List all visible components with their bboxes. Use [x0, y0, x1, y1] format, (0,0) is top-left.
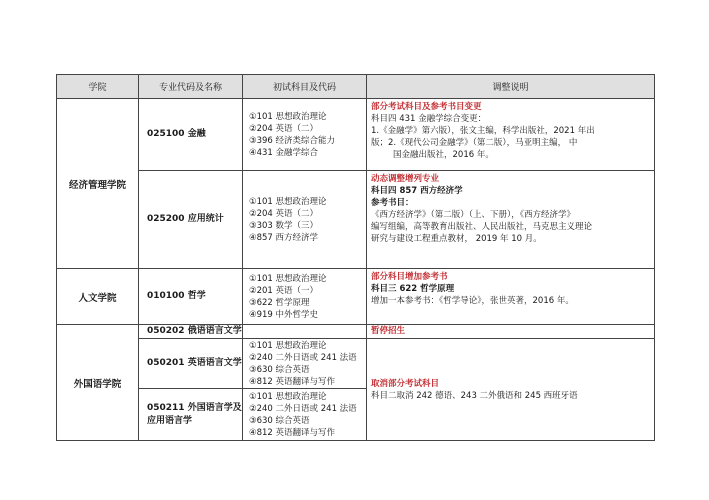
table-row	[57, 269, 655, 325]
major-cell: 050202 俄语语言文学	[139, 325, 243, 339]
note-cell	[367, 339, 655, 441]
exam-item: ③630 综合英语	[249, 415, 310, 426]
table-header-row	[57, 75, 655, 99]
exam-item: ②240 二外日语或 241 法语	[249, 403, 357, 414]
header-exam: 初试科目及代码	[243, 75, 367, 99]
exam-item: ③622 哲学原理	[249, 297, 310, 308]
header-college: 学院	[57, 75, 139, 99]
exam-cell	[243, 339, 367, 389]
major-cell: 025100 金融	[139, 99, 243, 171]
note-title: 动态调整增列专业	[371, 174, 440, 184]
adjustment-table-page	[56, 74, 654, 441]
exam-item: ①101 思想政治理论	[249, 111, 327, 122]
note-line: 科目二取消 242 德语、243 二外俄语和 245 西班牙语	[371, 390, 578, 401]
note-line: 1.《金融学》第六版），张文主编，科学出版社，2021 年出	[371, 126, 595, 136]
adjustment-table	[56, 74, 655, 441]
exam-item: ③630 综合英语	[249, 364, 310, 375]
note-line: 编写组编，高等教育出版社、人民出版社，马克思主义理论	[371, 222, 593, 232]
exam-cell	[243, 389, 367, 441]
table-row	[57, 171, 655, 269]
exam-item: ④431 金融学综合	[249, 147, 319, 158]
exam-cell	[243, 325, 367, 339]
exam-item: ②204 英语（二）	[249, 208, 319, 219]
table-row	[57, 339, 655, 389]
college-cell: 经济管理学院	[57, 99, 139, 269]
exam-item: ①101 思想政治理论	[249, 273, 327, 284]
major-cell: 025200 应用统计	[139, 171, 243, 269]
note-line: 版；2.《现代公司金融学》（第二版），马亚明主编， 中	[371, 138, 578, 148]
note-cell	[367, 325, 655, 339]
note-refs-label: 参考书目：	[371, 198, 414, 208]
exam-item: ②240 二外日语或 241 法语	[249, 352, 357, 363]
note-title: 取消部分考试科目	[371, 378, 440, 389]
exam-item: ①101 思想政治理论	[249, 340, 327, 351]
exam-cell	[243, 269, 367, 325]
exam-item: ①101 思想政治理论	[249, 196, 327, 207]
exam-item: ④919 中外哲学史	[249, 309, 319, 320]
exam-item: ④812 英语翻译与写作	[249, 376, 336, 387]
note-line: 国金融出版社，2016 年。	[393, 150, 494, 160]
exam-item: ②201 英语（一）	[249, 285, 319, 296]
note-line: 科目四 431 金融学综合变更：	[371, 114, 487, 124]
note-title: 暂停招生	[371, 326, 406, 336]
note-title: 部分考试科目及参考书目变更	[371, 102, 482, 112]
exam-cell	[243, 171, 367, 269]
exam-cell	[243, 99, 367, 171]
note-cell	[367, 171, 655, 269]
major-name-line: 应用语言学	[147, 415, 193, 426]
note-line: 《西方经济学》（第二版）（上、下册），《西方经济学》	[371, 210, 576, 220]
major-cell	[139, 389, 243, 441]
major-cell: 050201 英语语言文学	[139, 339, 243, 389]
exam-item: ②204 英语（二）	[249, 123, 319, 134]
college-cell: 人文学院	[57, 269, 139, 325]
major-cell: 010100 哲学	[139, 269, 243, 325]
note-subject: 科目三 622 哲学原理	[371, 284, 455, 294]
exam-item: ③303 数学（三）	[249, 220, 319, 231]
note-title: 部分科目增加参考书	[371, 272, 448, 282]
note-line: 研究与建设工程重点教材， 2019 年 10 月。	[371, 234, 542, 244]
exam-item: ④857 西方经济学	[249, 232, 319, 243]
header-note: 调整说明	[367, 75, 655, 99]
table-row	[57, 325, 655, 339]
note-line: 增加一本参考书：《哲学导论》，张世英著，2016 年。	[371, 296, 574, 306]
major-name-line: 050211 外国语言学及	[147, 402, 242, 413]
exam-item: ③396 经济类综合能力	[249, 135, 336, 146]
note-subject: 科目四 857 西方经济学	[371, 186, 463, 196]
header-major: 专业代码及名称	[139, 75, 243, 99]
table-row	[57, 99, 655, 171]
exam-item: ④812 英语翻译与写作	[249, 427, 336, 438]
note-cell	[367, 99, 655, 171]
note-cell	[367, 269, 655, 325]
exam-item: ①101 思想政治理论	[249, 391, 327, 402]
college-cell: 外国语学院	[57, 325, 139, 441]
